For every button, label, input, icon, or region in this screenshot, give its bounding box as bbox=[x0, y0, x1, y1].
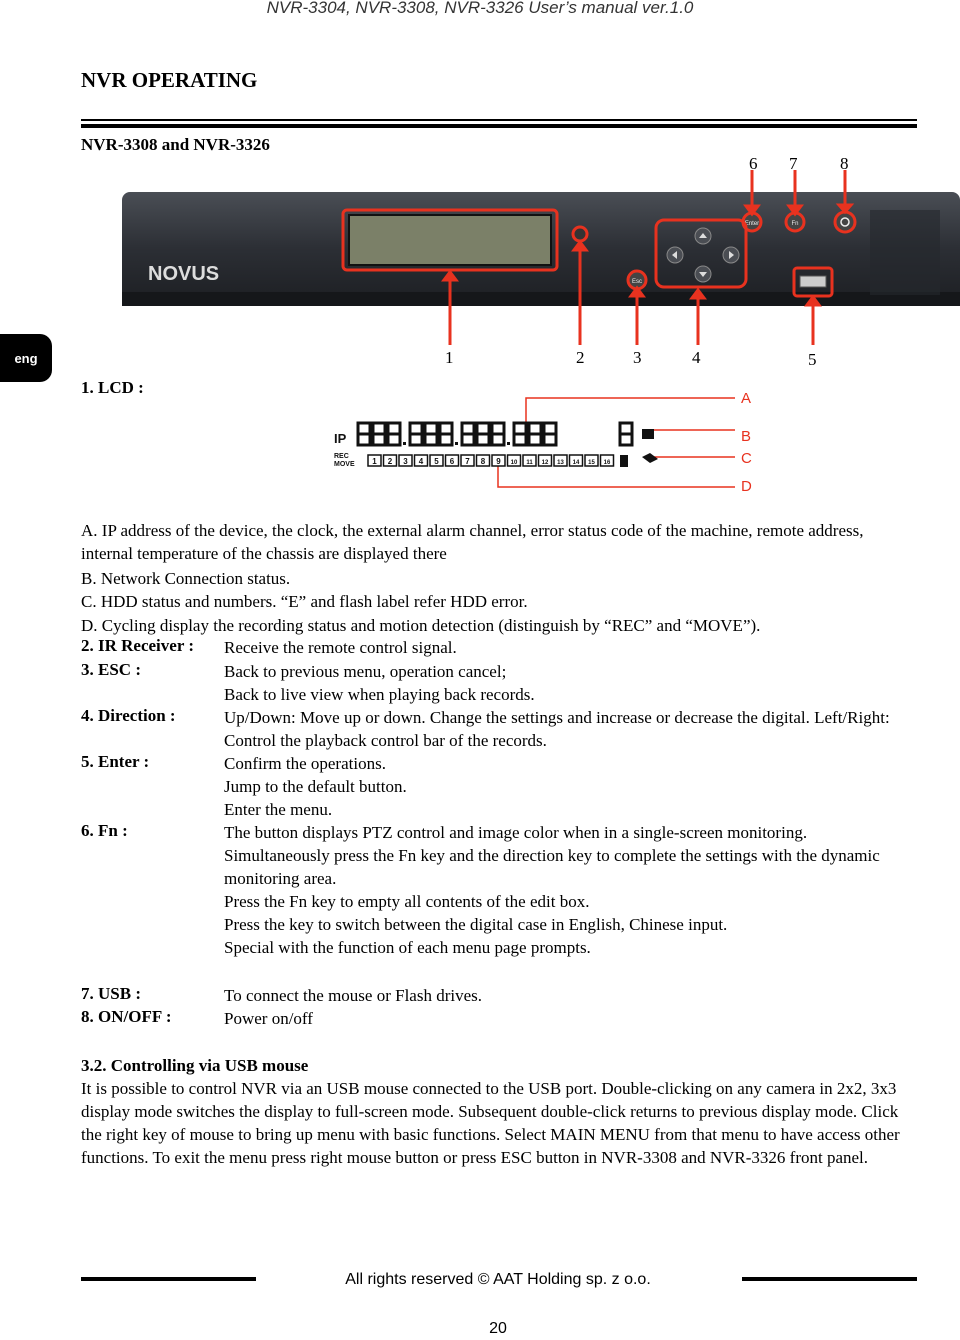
item-description bbox=[224, 984, 914, 1007]
lcd-rec-label: REC bbox=[334, 453, 349, 460]
lcd-description-d: D. Cycling display the recording status and motion detection (distinguish by “REC” and “MOVE”). bbox=[81, 616, 761, 635]
callout-number-4: 4 bbox=[692, 348, 701, 367]
usb-mouse-heading: 3.2. Controlling via USB mouse bbox=[81, 1056, 309, 1075]
lcd-channel-number: 11 bbox=[526, 460, 533, 466]
lcd-channel-number: 12 bbox=[541, 460, 549, 466]
vent-grille bbox=[870, 210, 940, 295]
item-description-line: Jump to the default button. bbox=[224, 777, 407, 796]
lcd-move-label: MOVE bbox=[334, 461, 355, 468]
item-description-line: To connect the mouse or Flash drives. bbox=[224, 986, 483, 1005]
callout-number-2: 2 bbox=[576, 348, 585, 367]
lcd-seven-segment-digits bbox=[358, 423, 632, 445]
item-description-line: Special with the function of each menu page prompts. bbox=[224, 938, 591, 957]
lcd-channel-number: 16 bbox=[603, 460, 611, 466]
lcd-description-b: B. Network Connection status. bbox=[81, 569, 291, 588]
footer-copyright: All rights reserved © AAT Holding sp. z o.o. bbox=[345, 1271, 651, 1288]
item-description-line: Enter the menu. bbox=[224, 800, 333, 819]
item-description-line: Back to live view when playing back records. bbox=[224, 685, 535, 704]
panel-base bbox=[122, 292, 960, 306]
lcd-channel-number: 7 bbox=[465, 457, 470, 466]
item-description bbox=[224, 660, 914, 706]
title-rule-thin bbox=[81, 119, 917, 121]
lcd-channel-number: 14 bbox=[572, 460, 580, 466]
callout-number-6: 6 bbox=[749, 154, 758, 173]
item-label: 5. Enter : bbox=[81, 752, 150, 771]
callout-number-5: 5 bbox=[808, 350, 817, 369]
title-rule-thick bbox=[81, 124, 917, 128]
lcd-channel-number: 10 bbox=[510, 460, 518, 466]
item-description bbox=[224, 1007, 914, 1030]
item-label: 3. ESC : bbox=[81, 660, 141, 679]
lcd-letter-d: D bbox=[741, 478, 752, 495]
item-description-line: The button displays PTZ control and image color when in a single-screen monitoring. bbox=[224, 823, 808, 842]
item-description bbox=[224, 821, 914, 959]
item-description-line: Confirm the operations. bbox=[224, 754, 386, 773]
item-description bbox=[224, 752, 914, 821]
power-button bbox=[835, 212, 855, 232]
item-label: 8. ON/OFF : bbox=[81, 1007, 172, 1026]
lcd-segment-figure bbox=[330, 385, 770, 497]
novus-logo: NOVUS bbox=[148, 263, 220, 285]
item-description-line: Receive the remote control signal. bbox=[224, 638, 457, 657]
enter-button-label: Enter bbox=[744, 221, 760, 227]
item-label: 6. Fn : bbox=[81, 821, 128, 840]
usb-mouse-text: It is possible to control NVR via an USB mouse connected to the USB port. Double-clicking on any camera in 2x2, 3x3 display mode switches the display to full-screen mode. Subsequent double-click returns to previous display mode. Click the right key of mouse to bring up menu with basic functions. Select MAIN MENU from that menu to have access other functions. To exit the menu press right mouse button or press ESC button in NVR-3308 and NVR-3326 front panel. bbox=[81, 1079, 900, 1167]
fn-button-label: Fn bbox=[791, 221, 799, 227]
lcd-dot bbox=[403, 442, 406, 445]
lcd-channel-number: 3 bbox=[403, 457, 408, 466]
lcd-channel-number: 2 bbox=[387, 457, 393, 466]
item-description-line: Up/Down: Move up or down. Change the settings and increase or decrease the digital. Left/Right: Control the playback control bar of the records. bbox=[224, 708, 890, 750]
item-description-line: Press the Fn key to empty all contents of the edit box. bbox=[224, 892, 590, 911]
lcd-callout-brackets bbox=[498, 398, 735, 487]
lcd-channel-number: 6 bbox=[449, 457, 455, 466]
callout-number-7: 7 bbox=[789, 154, 798, 173]
callout-number-8: 8 bbox=[840, 154, 849, 173]
lcd-description-c: C. HDD status and numbers. “E” and flash label refer HDD error. bbox=[81, 592, 528, 611]
lcd-channel-boxes bbox=[368, 455, 614, 466]
running-header: NVR-3304, NVR-3308, NVR-3326 User’s manual ver.1.0 bbox=[266, 0, 694, 17]
lcd-letter-b: B bbox=[741, 428, 752, 445]
ir-receiver bbox=[573, 227, 587, 241]
item-description bbox=[224, 706, 914, 752]
lcd-channel-number: 4 bbox=[418, 457, 424, 466]
esc-button-label: Esc bbox=[631, 279, 643, 285]
item-description-line: Press the key to switch between the digital case in English, Chinese input. bbox=[224, 915, 728, 934]
item-description-line: Power on/off bbox=[224, 1009, 313, 1028]
lcd-channel-number: 8 bbox=[480, 457, 486, 466]
lcd-letter-c: C bbox=[741, 450, 752, 467]
lcd-label: 1. LCD : bbox=[81, 378, 144, 397]
lcd-channel-number: 15 bbox=[588, 460, 595, 466]
lcd-channel-number: 1 bbox=[372, 457, 377, 466]
usb-port bbox=[800, 276, 826, 287]
item-label: 7. USB : bbox=[81, 984, 141, 1003]
callout-number-1: 1 bbox=[445, 348, 454, 367]
lcd-channel-number: 5 bbox=[434, 457, 439, 466]
model-subtitle: NVR-3308 and NVR-3326 bbox=[81, 135, 270, 154]
item-label: 4. Direction : bbox=[81, 706, 176, 725]
item-description-line: Back to previous menu, operation cancel; bbox=[224, 662, 507, 681]
lcd-channel-number: 13 bbox=[557, 460, 564, 466]
device-front-panel-figure bbox=[0, 170, 960, 345]
lcd-window bbox=[349, 215, 551, 265]
item-description bbox=[224, 636, 914, 659]
callout-number-3: 3 bbox=[633, 348, 642, 367]
lcd-channel-number: 9 bbox=[496, 457, 501, 466]
lcd-dot bbox=[455, 442, 458, 445]
lcd-description-a: A. IP address of the device, the clock, the external alarm channel, error status code of the machine, remote address, internal temperature of the chassis are displayed there bbox=[81, 521, 864, 563]
lcd-dot bbox=[507, 442, 510, 445]
language-tab: eng bbox=[0, 334, 52, 382]
lcd-letter-a: A bbox=[741, 390, 752, 407]
item-description-line: Simultaneously press the Fn key and the direction key to complete the settings with the dynamic monitoring area. bbox=[224, 846, 880, 888]
page-number: 20 bbox=[489, 1320, 507, 1337]
section-title: NVR OPERATING bbox=[81, 68, 258, 92]
item-label: 2. IR Receiver : bbox=[81, 636, 194, 655]
lcd-ip-label: IP bbox=[334, 431, 347, 446]
